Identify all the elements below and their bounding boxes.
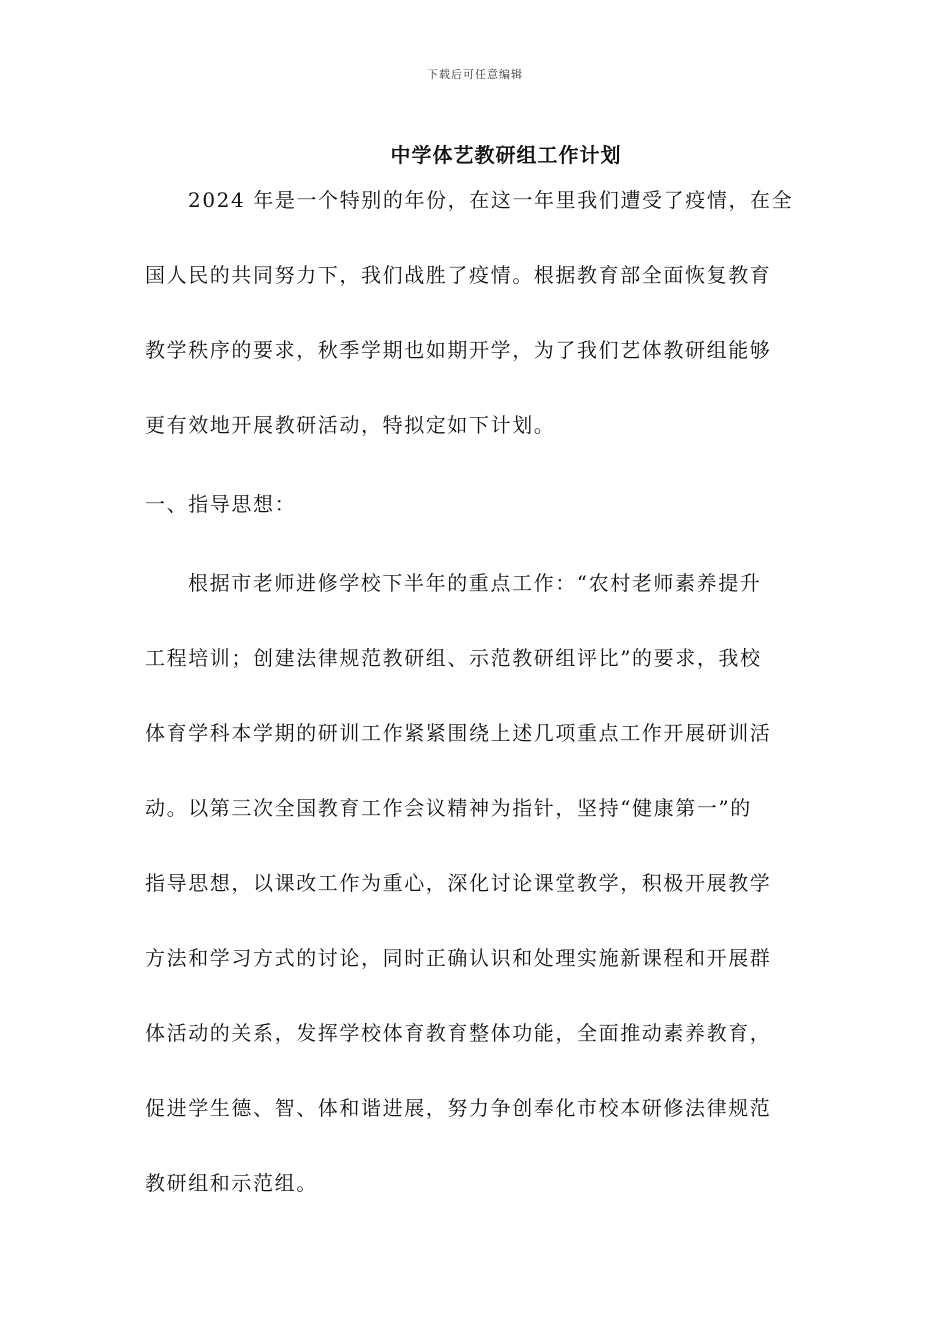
paragraph-line: 教研组和示范组。 (145, 1171, 318, 1195)
paragraph-line: 根据市老师进修学校下半年的重点工作：“农村老师素养提升 (188, 571, 762, 595)
section-heading: 一、指导思想： (145, 492, 297, 516)
paragraph-line: 2024 年是一个特别的年份，在这一年里我们遭受了疫情，在全 (188, 188, 794, 212)
paragraph-line: 体育学科本学期的研训工作紧紧围绕上述几项重点工作开展研训活 (145, 721, 772, 745)
paragraph-line: 方法和学习方式的讨论，同时正确认识和处理实施新课程和开展群 (145, 946, 772, 970)
paragraph-line: 更有效地开展教研活动，特拟定如下计划。 (145, 413, 556, 437)
paragraph-line: 工程培训；创建法律规范教研组、示范教研组评比”的要求，我校 (145, 646, 762, 670)
paragraph-line: 教学秩序的要求，秋季学期也如期开学，为了我们艺体教研组能够 (145, 338, 772, 362)
paragraph-line: 促进学生德、智、体和谐进展，努力争创奉化市校本研修法律规范 (145, 1096, 772, 1120)
paragraph-line: 国人民的共同努力下，我们战胜了疫情。根据教育部全面恢复教育 (145, 263, 772, 287)
paragraph-line: 体活动的关系，发挥学校体育教育整体功能，全面推动素养教育， (145, 1021, 772, 1045)
paragraph-line: 动。以第三次全国教育工作会议精神为指针，坚持“健康第一”的 (145, 796, 752, 820)
header-note: 下载后可任意编辑 (427, 68, 523, 81)
paragraph-line: 指导思想，以课改工作为重心，深化讨论课堂教学，积极开展教学 (145, 871, 772, 895)
document-title: 中学体艺教研组工作计划 (390, 143, 622, 167)
